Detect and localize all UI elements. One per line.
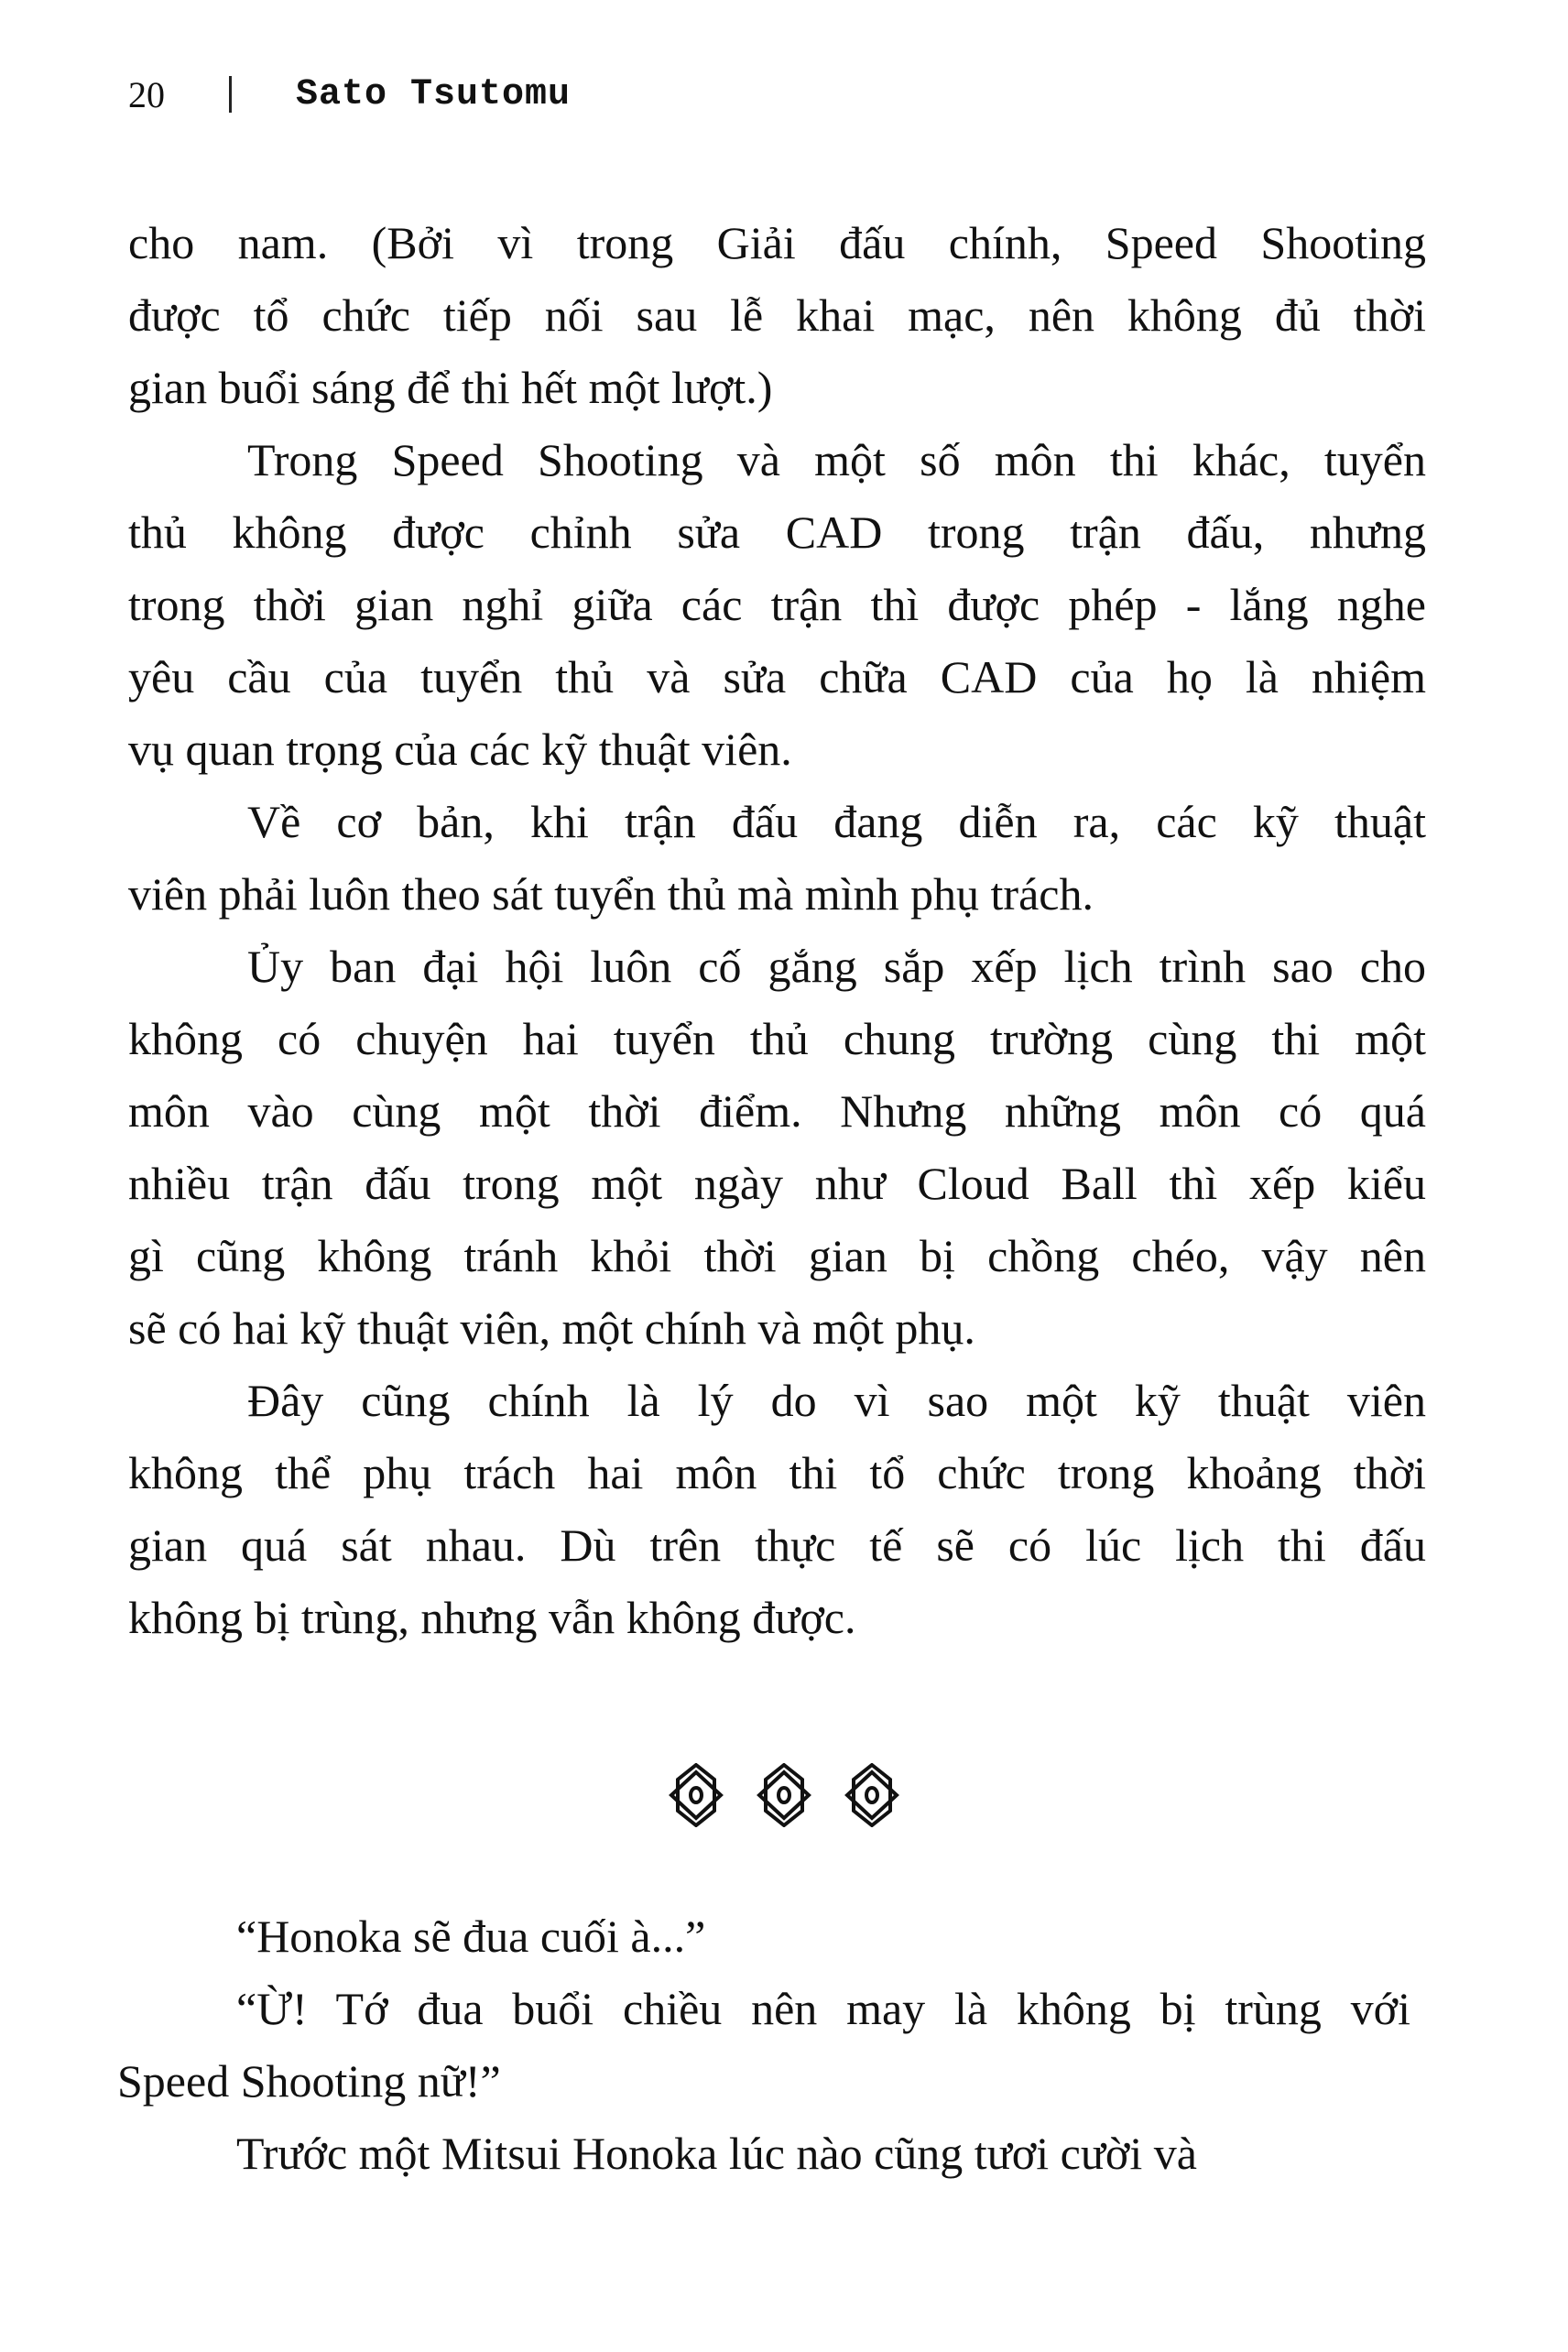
page-number: 20 <box>128 73 165 115</box>
text-line: cho nam. (Bởi vì trong Giải đấu chính, Speed Shooting <box>128 217 1426 268</box>
text-line: Ủy ban đại hội luôn cố gắng sắp xếp lịch trình sao cho <box>247 941 1426 992</box>
running-header <box>128 71 571 117</box>
text-line: gian quá sát nhau. Dù trên thực tế sẽ có lúc lịch thi đấu <box>128 1519 1426 1571</box>
text-line: Về cơ bản, khi trận đấu đang diễn ra, các kỹ thuật <box>247 796 1426 847</box>
star-ornament-icon <box>844 1763 900 1827</box>
header-divider <box>229 76 232 113</box>
text-line: vụ quan trọng của các kỹ thuật viên. <box>128 724 792 775</box>
text-line: nhiều trận đấu trong một ngày như Cloud Ball thì xếp kiểu <box>128 1158 1426 1209</box>
text-line: sẽ có hai kỹ thuật viên, một chính và một phụ. <box>128 1302 975 1354</box>
text-line: môn vào cùng một thời điểm. Nhưng những môn có quá <box>128 1085 1426 1137</box>
author-name: Sato Tsutomu <box>296 73 572 115</box>
text-line: được tổ chức tiếp nối sau lễ khai mạc, nên không đủ thời <box>128 289 1426 341</box>
text-line: Trước một Mitsui Honoka lúc nào cũng tươi cười và <box>236 2128 1197 2179</box>
text-line: “Honoka sẽ đua cuối à...” <box>236 1911 706 1962</box>
text-line: Speed Shooting nữ!” <box>117 2055 501 2107</box>
text-line: Trong Speed Shooting và một số môn thi khác, tuyển <box>247 434 1426 485</box>
text-line: “Ừ! Tớ đua buổi chiều nên may là không bị trùng với <box>236 1983 1410 2034</box>
text-line: không bị trùng, nhưng vẫn không được. <box>128 1592 856 1643</box>
star-ornament-icon <box>668 1763 724 1827</box>
text-line: không có chuyện hai tuyển thủ chung trường cùng thi một <box>128 1013 1426 1064</box>
text-line: gian buổi sáng để thi hết một lượt.) <box>128 362 773 413</box>
text-line: viên phải luôn theo sát tuyển thủ mà mình phụ trách. <box>128 868 1094 920</box>
text-line: yêu cầu của tuyển thủ và sửa chữa CAD của họ là nhiệm <box>128 651 1426 702</box>
text-line: không thể phụ trách hai môn thi tổ chức trong khoảng thời <box>128 1447 1426 1498</box>
dialogue-text <box>117 1900 1410 2190</box>
text-line: gì cũng không tránh khỏi thời gian bị chồng chéo, vậy nên <box>128 1230 1426 1281</box>
section-break <box>0 1763 1568 1827</box>
text-line: trong thời gian nghỉ giữa các trận thì được phép - lắng nghe <box>128 579 1426 630</box>
star-ornament-icon <box>756 1763 812 1827</box>
text-line: Đây cũng chính là lý do vì sao một kỹ thuật viên <box>247 1375 1426 1426</box>
text-line: thủ không được chỉnh sửa CAD trong trận đấu, nhưng <box>128 506 1426 558</box>
main-text <box>128 207 1426 1654</box>
